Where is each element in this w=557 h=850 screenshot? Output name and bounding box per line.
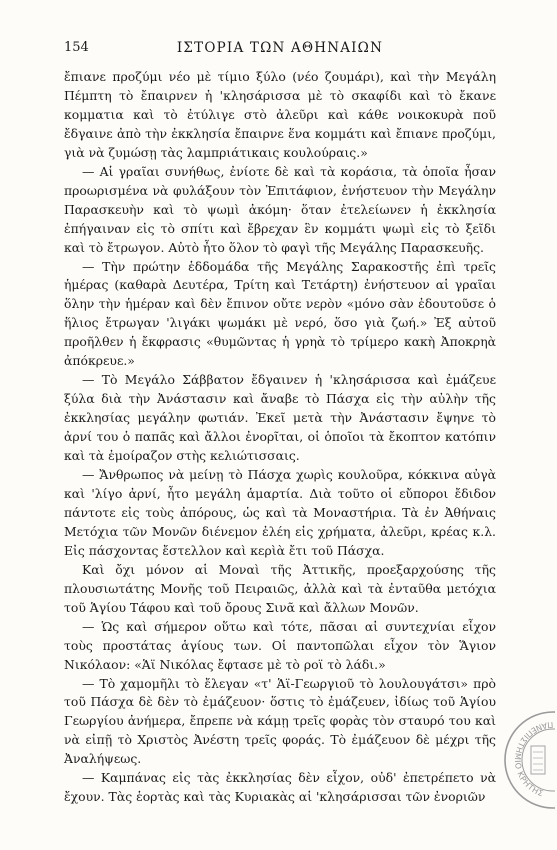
paragraph: — Καμπάνας εἰς τὰς ἐκκλησίας δὲν εἶχον, οὐδ' ἐπετρέπετο νὰ ἔχουν. Τὰς ἑορτὰς καὶ τὰς Κυριακὰς αἱ 'κλησάρισσαι τῶν ἐνοριῶν [64,770,496,805]
paragraph: Καὶ ὄχι μόνον αἱ Μοναὶ τῆς Ἀττικῆς, προεξαρχούσης τῆς πλουσιωτάτης Μονῆς τοῦ Πειραιῶς, ἀλλὰ καὶ τὰ ἐνταῦθα μετόχια τοῦ Ἁγίου Τάφου καὶ τοῦ ὄρους Σινᾶ καὶ ἄλλων Μονῶν. [64,561,496,615]
paragraph: — Τὸ χαμομῆλι τὸ ἔλεγαν «τ' Ἁϊ-Γεωργιοῦ τὸ λουλουγάτσι» πρὸ τοῦ Πάσχα δὲ δὲν τὸ ἐμάζευον· ὅστις τὸ ἐμάζευεν, ἰδίως τοῦ Ἁγίου Γεωργίου ἀνήμερα, ἔπρεπε νὰ κάμῃ τρεῖς φορὰς τὸν σταυρό του καὶ νὰ εἰπῇ τὸ Χριστὸς Ἀνέστη τρεῖς φοράς. Τὸ ἐμάζευον δὲ μέχρι τῆς Ἀναλήψεως. [64,675,496,767]
running-title: ΙΣΤΟΡΙΑ ΤΩΝ ΑΘΗΝΑΙΩΝ [176,40,384,56]
paragraph: — Αἱ γραῖαι συνήθως, ἐνίοτε δὲ καὶ τὰ κοράσια, τὰ ὁποῖα ἦσαν προωρισμένα νὰ φυλάξουν τὸν Ἐπιτάφιον, ἐνήστευον τὴν Μεγάλην Παρασκευὴν καὶ τὸ ψωμὶ ἀκόμη· ὅταν ἐτελείωνεν ἡ ἐκκλησία ἐπήγαιναν εἰς τὸ σπίτι καὶ ἔβρεχαν ἓν κομμάτι ψωμὶ εἰς τὸ ξεῖδι καὶ τὸ ἔτρωγον. Αὐτὸ ἦτο ὅλον τὸ φαγὶ τῆς Μεγάλης Παρασκευῆς. [64,163,496,255]
paragraph: — Τὸ Μεγάλο Σάββατον ἔδγαινεν ἡ 'κλησάρισσα καὶ ἐμάζευε ξύλα διὰ τὴν Ἀνάστασιν καὶ ἄναβε τὸ Πάσχα εἰς τὴν αὐλὴν τῆς ἐκκλησίας μεγάλην φωτιάν. Ἐκεῖ μετὰ τὴν Ἀνάστασιν ἔψηνε τὸ ἀρνί του ὁ παπᾶς καὶ ἄλλοι ἐνορῖται, οἱ ὁποῖοι τὰ ἔκοπτον κατόπιν καὶ τὰ ἐμοίραζον στὴς κελιώτισσαις. [64,372,496,464]
body-text [64,68,496,807]
paragraph: ἔπιανε προζύμι νέο μὲ τίμιο ξύλο (νέο ζουμάρι), καὶ τὴν Μεγάλη Πέμπτη τὸ ἔπαιρνεν ἡ 'κλησάρισσα μὲ τὸ σκαφίδι καὶ τὸ ἔκανε κομματια καὶ τὸ ἐτύλιγε στὸ ἀλεῦρι καὶ κάθε νοικοκυρὰ ποῦ ἔδγαινε ἀπὸ τὴν ἐκκλησία ἔπαιρνε ἕνα κομμάτι καὶ ἔπιανε προζύμι, γιὰ νὰ ζυμώσῃ τὰς λαμπριάτικαις κουλούραις.» [64,69,496,160]
paragraph: — Τὴν πρώτην ἑδδομάδα τῆς Μεγάλης Σαρακοστῆς ἐπὶ τρεῖς ἡμέρας (καθαρὰ Δευτέρα, Τρίτη καὶ Τετάρτη) ἐνήστευον αἱ γραῖαι ὅλην τὴν ἡμέραν καὶ δὲν ἔπινον οὔτε νερὸν «μόνο σὰν ἐδουτοῦσε ὁ ἥλιος ἔτρωγαν 'λιγάκι ψωμάκι μὲ νερό, ὅσο γιὰ ζωή.» Ἐξ αὐτοῦ προῆλθεν ἡ ἔκφρασις «θυμῶντας ἡ γρηὰ τὸ τρίμερο κακὴ Ἀποκρηὰ ἀπόκρευε.» [64,258,496,369]
page-header [64,40,496,60]
library-stamp [503,708,555,812]
paragraph: — Ἄνθρωπος νὰ μείνῃ τὸ Πάσχα χωρὶς κουλοῦρα, κόκκινα αὐγὰ καὶ 'λίγο ἀρνί, ἦτο μεγάλη ἁμαρτία. Διὰ τοῦτο οἱ εὔποροι ἔδιδον πάντοτε εἰς τοὺς ἀπόρους, ὡς καὶ τὰ Μοναστήρια. Τὰ ἐν Ἀθήναις Μετόχια τῶν Μονῶν διένεμον ἐλέη εἰς χρήματα, ἀλεῦρι, κρέας κ.λ. Εἰς πάσχοντας ἔστελλον καὶ κερὶὰ ἔτι τοῦ Πάσχα. [64,467,496,558]
svg-text:ΠΑΝΕΠΙΣΤΗΜΙΟ ΚΡΗΤΗΣ [513,720,554,799]
stamp-text: ΠΑΝΕΠΙΣΤΗΜΙΟ ΚΡΗΤΗΣ [512,719,554,799]
paragraph: — Ὡς καὶ σήμερον οὕτω καὶ τότε, πᾶσαι αἱ συντεχνίαι εἶχον τοὺς προστάτας ἁγίους των. Οἱ παντοπῶλαι εἶχον τὸν Ἅγιον Νικόλαον: «Ἁϊ Νικόλας ἔφτασε μὲ τὸ ροϊ τὸ λάδι.» [64,618,496,672]
page-number: 154 [64,40,89,55]
